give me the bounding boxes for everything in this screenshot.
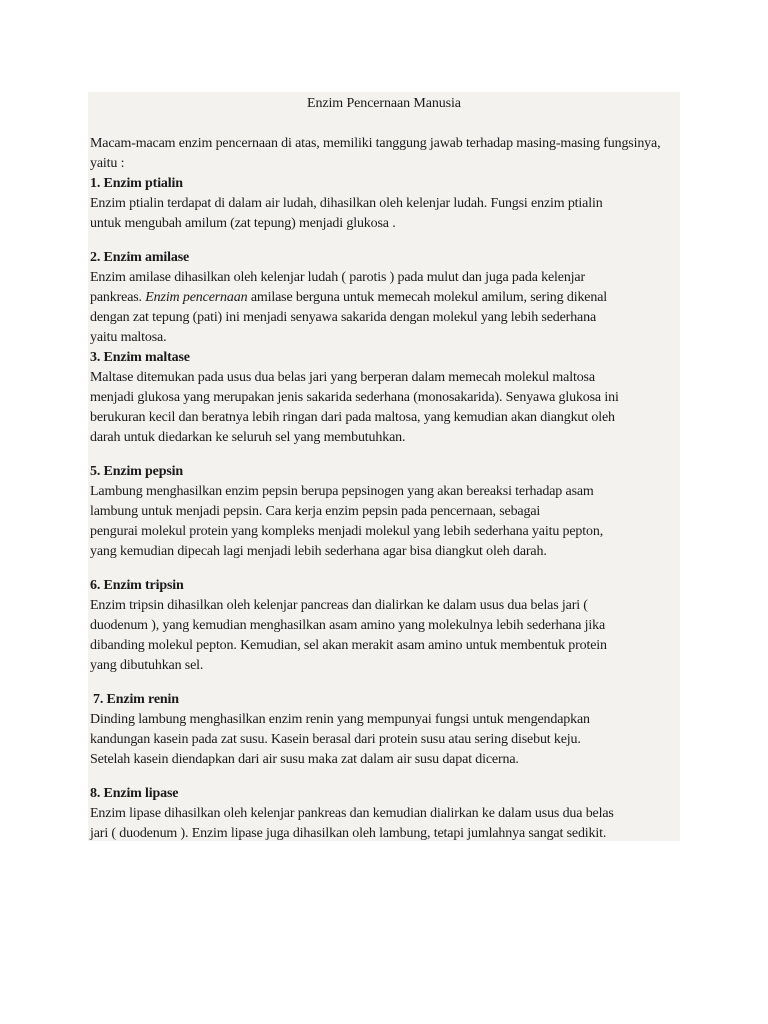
section-line: pengurai molekul protein yang kompleks menjadi molekul yang lebih sederhana yaitu pepton,: [90, 524, 604, 539]
section-line: Dinding lambung menghasilkan enzim renin yang mempunyai fungsi untuk mengendapkan: [90, 712, 590, 727]
document-title: Enzim Pencernaan Manusia: [307, 96, 461, 111]
section-line: Maltase ditemukan pada usus dua belas jari yang berperan dalam memecah molekul maltosa: [90, 370, 595, 385]
section-line: Enzim lipase dihasilkan oleh kelenjar pankreas dan kemudian dialirkan ke dalam usus dua belas: [90, 806, 614, 821]
italic-text-run: Enzim pencernaan: [145, 290, 248, 305]
section-line: menjadi glukosa yang merupakan jenis sakarida sederhana (monosakarida). Senyawa glukosa ini: [90, 390, 619, 405]
section-line: Enzim ptialin terdapat di dalam air ludah, dihasilkan oleh kelenjar ludah. Fungsi enzim ptialin: [90, 196, 603, 211]
section-heading-maltase: 3. Enzim maltase: [90, 350, 190, 365]
section-heading-lipase: 8. Enzim lipase: [90, 786, 179, 801]
section-line: untuk mengubah amilum (zat tepung) menjadi glukosa .: [90, 216, 396, 231]
section-line: Setelah kasein diendapkan dari air susu maka zat dalam air susu dapat dicerna.: [90, 752, 519, 767]
section-line: lambung untuk menjadi pepsin. Cara kerja enzim pepsin pada pencernaan, sebagai: [90, 504, 541, 519]
section-line: Enzim amilase dihasilkan oleh kelenjar ludah ( parotis ) pada mulut dan juga pada kelenjar: [90, 270, 585, 285]
intro-paragraph: Macam-macam enzim pencernaan di atas, memiliki tanggung jawab terhadap masing-masing fungsinya, yaitu :: [90, 136, 661, 171]
section-line: yaitu maltosa.: [90, 330, 167, 345]
text-run: pankreas.: [90, 290, 146, 305]
section-line: yang kemudian dipecah lagi menjadi lebih sederhana agar bisa diangkut oleh darah.: [90, 544, 547, 559]
section-heading-tripsin: 6. Enzim tripsin: [90, 578, 184, 593]
section-line: kandungan kasein pada zat susu. Kasein berasal dari protein susu atau sering disebut keju.: [90, 732, 581, 747]
section-line: darah untuk diedarkan ke seluruh sel yang membutuhkan.: [90, 430, 406, 445]
section-line: yang dibutuhkan sel.: [90, 658, 204, 673]
section-heading-amilase: 2. Enzim amilase: [90, 250, 190, 265]
document-block: [88, 92, 680, 841]
section-heading-pepsin: 5. Enzim pepsin: [90, 464, 184, 479]
section-line: Enzim tripsin dihasilkan oleh kelenjar pancreas dan dialirkan ke dalam usus dua belas jari (: [90, 598, 588, 613]
section-line: dengan zat tepung (pati) ini menjadi senyawa sakarida dengan molekul yang lebih sederhana: [90, 310, 597, 325]
section-line: dibanding molekul pepton. Kemudian, sel akan merakit asam amino untuk membentuk protein: [90, 638, 607, 653]
section-line: duodenum ), yang kemudian menghasilkan asam amino yang molekulnya lebih sederhana jika: [90, 618, 606, 633]
section-line: jari ( duodenum ). Enzim lipase juga dihasilkan oleh lambung, tetapi jumlahnya sangat sedikit.: [90, 826, 607, 841]
text-run: amilase berguna untuk memecah molekul amilum, sering dikenal: [247, 290, 608, 305]
section-line: Lambung menghasilkan enzim pepsin berupa pepsinogen yang akan bereaksi terhadap asam: [90, 484, 594, 499]
document-body: [90, 134, 676, 844]
section-line-mixed: [90, 288, 676, 308]
section-line: berukuran kecil dan beratnya lebih ringan dari pada maltosa, yang kemudian akan diangkut oleh: [90, 410, 615, 425]
section-heading-ptialin: 1. Enzim ptialin: [90, 176, 183, 191]
section-heading-renin: 7. Enzim renin: [93, 692, 179, 707]
